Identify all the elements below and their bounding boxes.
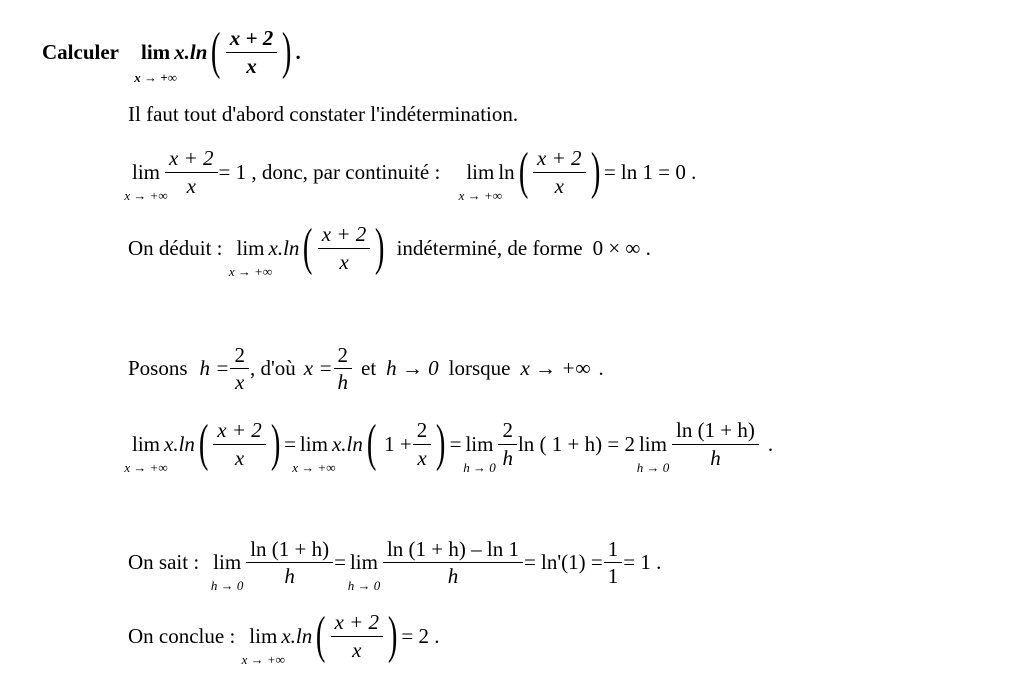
deduction-line: On déduit : lim x → +∞ x.ln ( $\frac{x + 2}{x}$ ) indéterminé, de forme 0 × ∞ . — [128, 219, 651, 279]
conclusion-line: On conclue : lim x → +∞ x.ln ( $\frac{x + 2}{x}$ ) = 2 . — [128, 607, 440, 667]
transform-line: lim x → +∞ x.ln ( $\frac{x + 2}{x}$ ) = lim x → +∞ x.ln ( 1 + $\frac{2}{x}$ ) = lim h → 0 $\frac{2}{h}$ ln ( 1 + h) = 2 lim h → 0 $\frac{\ln (1 + h)}{h}$ . — [124, 415, 774, 475]
title-line: Calculer lim x → +∞ x.ln ( $\frac{x + 2}{x}$ ) . — [42, 23, 301, 85]
known-limit-line: On sait : lim h → 0 $\frac{\ln (1 + h)}{h}$ = lim h → 0 $\frac{\ln (1 + h) - \ln 1}{h}$ = ln'(1) = $\frac{1}{1}$ = 1 . — [128, 537, 662, 594]
continuity-line: lim x → +∞ $\frac{x + 2}{x}$ = 1 , donc, par continuité : lim x → +∞ ln ( $\frac{x + 2}{x}$ ) = ln 1 = 0 . — [124, 143, 697, 203]
intro-line: Il faut tout d'abord constater l'indétermination. — [128, 102, 519, 126]
title-limit: lim x → +∞ — [134, 39, 177, 85]
title-label: Calculer — [42, 39, 119, 64]
title-expr: x.ln — [174, 39, 208, 64]
title-paren: ( $\frac{x + 2}{x}$ ) — [211, 23, 292, 80]
substitution-line: Posons h = $\frac{2}{x}$ , d'où x = $\frac{2}{h}$ et h → 0 lorsque x → +∞ . — [128, 343, 604, 395]
